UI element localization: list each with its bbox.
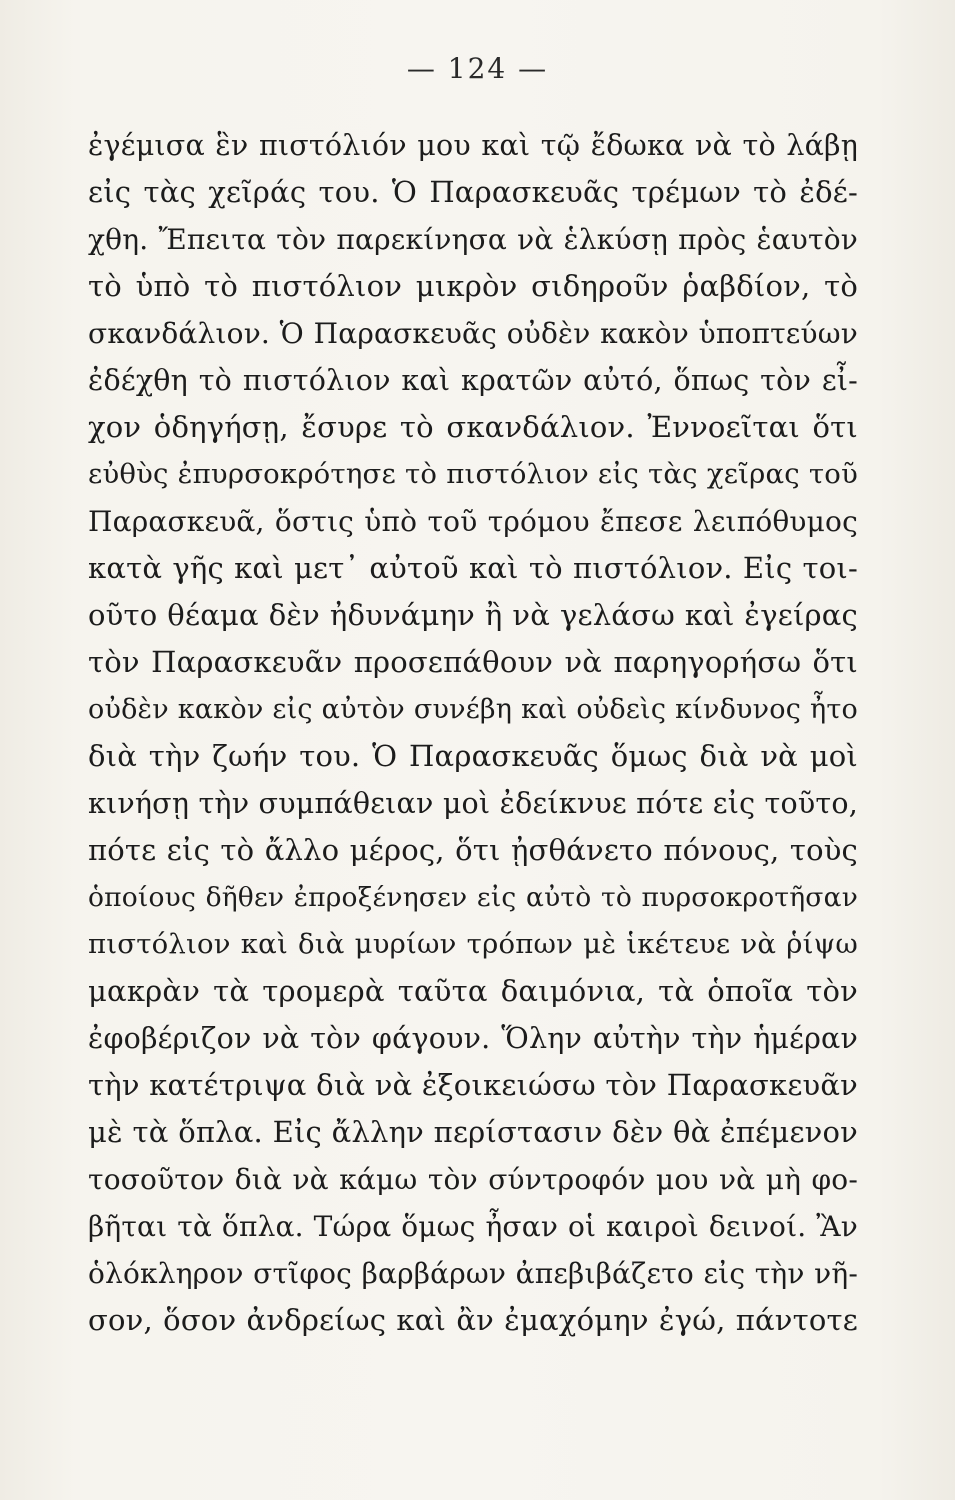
text-line: μὲ τὰ ὅπλα. Εἰς ἄλλην περίστασιν δὲν θὰ ἐπέμενον (88, 1115, 858, 1149)
text-line: εἰς τὰς χεῖράς του. Ὁ Παρασκευᾶς τρέμων τὸ ἐδέ- (88, 175, 858, 209)
text-line: τὸ ὑπὸ τὸ πιστόλιον μικρὸν σιδηροῦν ῥαβδίον, τὸ (88, 269, 858, 303)
page-number: — 124 — (406, 52, 549, 85)
text-line: οὐδὲν κακὸν εἰς αὐτὸν συνέβη καὶ οὐδεὶς κίνδυνος ἦτο (88, 694, 858, 725)
text-line: οῦτο θέαμα δὲν ἠδυνάμην ἢ νὰ γελάσω καὶ ἐγείρας (88, 598, 858, 632)
text-line: τὴν κατέτριψα διὰ νὰ ἐξοικειώσω τὸν Παρασκευᾶν (88, 1068, 858, 1102)
text-line: εὐθὺς ἐπυρσοκρότησε τὸ πιστόλιον εἰς τὰς χεῖρας τοῦ (88, 458, 858, 490)
text-line: βῆται τὰ ὅπλα. Τώρα ὅμως ἦσαν οἱ καιροὶ δεινοί. Ἂν (88, 1210, 858, 1243)
text-line: ἐγέμισα ἓν πιστόλιόν μου καὶ τῷ ἔδωκα νὰ τὸ λάβῃ (88, 129, 858, 162)
text-line: κινήσῃ τὴν συμπάθειαν μοὶ ἐδείκνυε πότε εἰς τοῦτο, (88, 787, 858, 820)
body-text (88, 122, 858, 1344)
text-line: τὸν Παρασκευᾶν προσεπάθουν νὰ παρηγορήσω ὅτι (88, 645, 858, 679)
text-line: ὁποίους δῆθεν ἐπροξένησεν εἰς αὐτὸ τὸ πυρσοκροτῆσαν (88, 882, 858, 913)
text-line: μακρὰν τὰ τρομερὰ ταῦτα δαιμόνια, τὰ ὁποῖα τὸν (88, 974, 858, 1008)
text-line: ὁλόκληρον στῖφος βαρβάρων ἀπεβιβάζετο εἰς τὴν νῆ- (88, 1257, 858, 1290)
text-line: Παρασκευᾶ, ὅστις ὑπὸ τοῦ τρόμου ἔπεσε λειπόθυμος (88, 505, 858, 538)
text-line: σον, ὅσον ἀνδρείως καὶ ἂν ἐμαχόμην ἐγώ, πάντοτε (88, 1303, 858, 1337)
text-line: ἐφοβέριζον νὰ τὸν φάγουν. Ὅλην αὐτὴν τὴν ἡμέραν (88, 1022, 858, 1055)
text-line: τοσοῦτον διὰ νὰ κάμω τὸν σύντροφόν μου νὰ μὴ φο- (88, 1163, 858, 1196)
text-line: πιστόλιον καὶ διὰ μυρίων τρόπων μὲ ἱκέτευε νὰ ῥίψω (88, 928, 858, 960)
text-line: ἐδέχθη τὸ πιστόλιον καὶ κρατῶν αὐτό, ὅπως τὸν εἶ- (88, 364, 858, 397)
text-line: σκανδάλιον. Ὁ Παρασκευᾶς οὐδὲν κακὸν ὑποπτεύων (88, 317, 858, 350)
text-line: πότε εἰς τὸ ἄλλο μέρος, ὅτι ᾐσθάνετο πόνους, τοὺς (88, 833, 858, 867)
text-line: κατὰ γῆς καὶ μετ᾽ αὐτοῦ καὶ τὸ πιστόλιον. Εἰς τοι- (88, 551, 858, 585)
text-line: χθη. Ἔπειτα τὸν παρεκίνησα νὰ ἑλκύσῃ πρὸς ἑαυτὸν (88, 223, 858, 256)
text-line: διὰ τὴν ζωήν του. Ὁ Παρασκευᾶς ὅμως διὰ νὰ μοὶ (88, 739, 858, 773)
text-line: χον ὁδηγήσῃ, ἔσυρε τὸ σκανδάλιον. Ἐννοεῖται ὅτι (88, 410, 858, 444)
